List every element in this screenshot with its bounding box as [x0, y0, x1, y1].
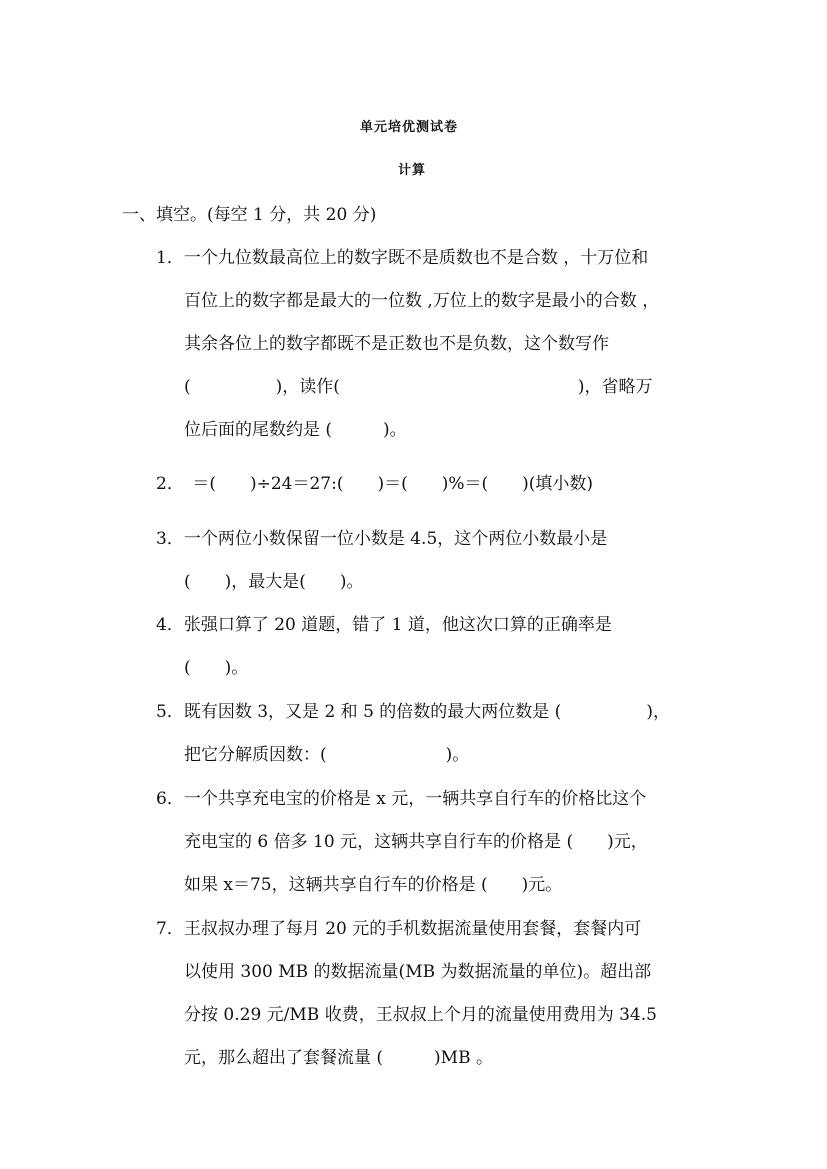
question-text: 分按 0.29 元/MB 收费，王叔叔上个月的流量使用费用为 34.5	[184, 1005, 657, 1025]
question-text: 6．一个共享充电宝的价格是 x 元，一辆共享自行车的价格比这个	[156, 789, 647, 809]
page-title: 单元培优测试卷	[360, 120, 459, 135]
question-text: 百位上的数字都是最大的一位数 ,万位上的数字是最小的合数 ，	[184, 291, 660, 311]
question-text: 1．一个九位数最高位上的数字既不是质数也不是合数 ，十万位和	[156, 248, 649, 268]
question-text: ( )，最大是( )。	[184, 572, 364, 592]
question-text: 其余各位上的数字都既不是正数也不是负数，这个数写作	[184, 334, 609, 354]
question-text: ( )。	[184, 658, 249, 678]
question-text: 元，那么超出了套餐流量 ( )MB 。	[184, 1048, 493, 1068]
section-heading: 一、填空。(每空 1 分，共 20 分)	[122, 205, 377, 225]
question-text: 7．王叔叔办理了每月 20 元的手机数据流量使用套餐，套餐内可	[156, 919, 642, 939]
question-text: 以使用 300 MB 的数据流量(MB 为数据流量的单位)。超出部	[184, 962, 652, 982]
question-text: ( )，读作( )，省略万	[184, 377, 653, 397]
question-text: 如果 x＝75，这辆共享自行车的价格是 ( )元。	[184, 875, 563, 895]
question-text: 4．张强口算了 20 道题，错了 1 道，他这次口算的正确率是	[156, 615, 612, 635]
page-subtitle: 计算	[398, 163, 427, 178]
question-text: 3．一个两位小数保留一位小数是 4.5，这个两位小数最小是	[156, 529, 608, 549]
question-text: 位后面的尾数约是 ( )。	[184, 420, 407, 440]
question-text: 2． ＝( )÷24＝27:( )＝( )%＝( )(填小数)	[156, 474, 594, 494]
question-text: 5．既有因数 3，又是 2 和 5 的倍数的最大两位数是 ( )，	[156, 702, 670, 722]
question-text: 充电宝的 6 倍多 10 元，这辆共享自行车的价格是 ( )元，	[184, 832, 648, 852]
question-text: 把它分解质因数：( )。	[184, 745, 470, 765]
